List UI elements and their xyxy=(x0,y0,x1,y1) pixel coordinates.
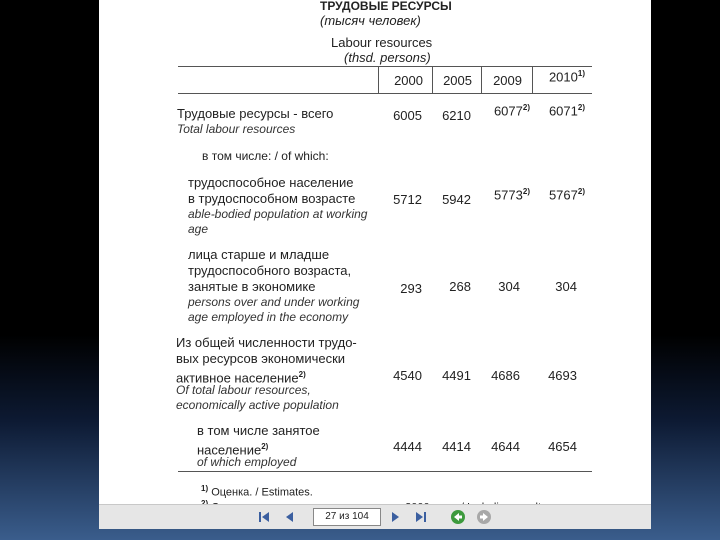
row-active-2010: 4693 xyxy=(548,368,577,383)
col-header-2000: 2000 xyxy=(394,73,423,88)
table-unit-ru: (тысяч человек) xyxy=(320,13,421,28)
row-ablebodied-2010: 5767$^{2)}$ xyxy=(548,187,585,203)
row-older-younger-label-ru-1: лица старше и младше xyxy=(188,247,330,262)
row-older-younger-label-en-1: persons over and under working xyxy=(188,295,360,309)
table-unit-en: (thsd. persons) xyxy=(344,50,431,65)
row-older-younger-label-ru-2: трудоспособного возраста, xyxy=(188,263,352,278)
table-title-ru: ТРУДОВЫЕ РЕСУРСЫ xyxy=(320,0,452,13)
back-arrow-icon xyxy=(450,509,466,525)
row-ablebodied-2000: 5712 xyxy=(393,192,422,207)
table-title-en: Labour resources xyxy=(331,35,433,50)
next-page-icon xyxy=(388,510,402,524)
row-total-2010: 6071$^{2)}$ xyxy=(548,103,585,119)
row-ablebodied-2009: 5773$^{2)}$ xyxy=(493,187,530,203)
row-ablebodied-label-ru-2: в трудоспособном возрасте xyxy=(188,191,356,206)
row-total-2009: 6077$^{2)}$ xyxy=(493,103,530,119)
row-older-younger-2009: 304 xyxy=(498,279,520,294)
row-employed-2009: 4644 xyxy=(491,439,520,454)
header-bottom-rule xyxy=(178,93,592,94)
row-total-2005: 6210 xyxy=(442,108,471,123)
col-divider-2 xyxy=(432,66,433,93)
col-divider-4 xyxy=(532,66,533,93)
row-older-younger-2010: 304 xyxy=(555,279,577,294)
row-employed-label-ru-1: в том числе занятое xyxy=(197,423,320,438)
row-employed-2005: 4414 xyxy=(442,439,471,454)
row-active-2000: 4540 xyxy=(393,368,422,383)
row-total-label-en: Total labour resources xyxy=(177,122,296,136)
row-total-label-ru: Трудовые ресурсы - всего xyxy=(177,106,334,121)
row-active-label-ru-1: Из общей численности трудо- xyxy=(176,335,357,350)
row-total-2000: 6005 xyxy=(393,108,422,123)
page-indicator[interactable]: 27 из 104 xyxy=(313,508,381,526)
table-bottom-rule xyxy=(178,471,592,472)
last-page-icon xyxy=(414,510,428,524)
row-active-2005: 4491 xyxy=(442,368,471,383)
row-active-label-ru-3: активное население$^{2)}$ xyxy=(176,370,306,386)
prev-page-icon xyxy=(283,510,297,524)
viewer-toolbar xyxy=(99,504,651,529)
row-older-younger-label-ru-3: занятые в экономике xyxy=(188,279,316,294)
footnote-1: $^{1)}$ Оценка. / Estimates. xyxy=(201,484,313,499)
last-page-button[interactable] xyxy=(412,508,430,526)
row-older-younger-2005: 268 xyxy=(449,279,471,294)
row-employed-label-en: of which employed xyxy=(197,455,297,469)
col-divider-1 xyxy=(378,66,379,93)
back-button[interactable] xyxy=(449,508,467,526)
forward-arrow-icon xyxy=(476,509,492,525)
col-header-2009: 2009 xyxy=(493,73,522,88)
next-page-button[interactable] xyxy=(386,508,404,526)
row-active-label-en-2: economically active population xyxy=(176,398,339,412)
row-active-label-en-1: Of total labour resources, xyxy=(176,383,311,397)
row-active-2009: 4686 xyxy=(491,368,520,383)
col-divider-3 xyxy=(481,66,482,93)
header-top-rule xyxy=(178,66,592,67)
prev-page-button[interactable] xyxy=(281,508,299,526)
row-active-label-ru-2: вых ресурсов экономически xyxy=(176,351,346,366)
row-employed-2010: 4654 xyxy=(548,439,577,454)
first-page-icon xyxy=(257,510,271,524)
row-of-which-label: в том числе: / of which: xyxy=(202,149,329,163)
document-page xyxy=(99,0,651,504)
col-header-2010: 2010$^{1)}$ xyxy=(548,69,585,85)
row-ablebodied-label-ru-1: трудоспособное население xyxy=(188,175,354,190)
row-ablebodied-2005: 5942 xyxy=(442,192,471,207)
row-ablebodied-label-en-1: able-bodied population at working xyxy=(188,207,368,221)
row-employed-2000: 4444 xyxy=(393,439,422,454)
forward-button[interactable] xyxy=(475,508,493,526)
first-page-button[interactable] xyxy=(255,508,273,526)
row-older-younger-label-en-2: age employed in the economy xyxy=(188,310,349,324)
row-ablebodied-label-en-2: age xyxy=(188,222,209,236)
col-header-2005: 2005 xyxy=(443,73,472,88)
row-employed-label-ru-2: население$^{2)}$ xyxy=(197,442,269,458)
row-older-younger-2000: 293 xyxy=(400,281,422,296)
